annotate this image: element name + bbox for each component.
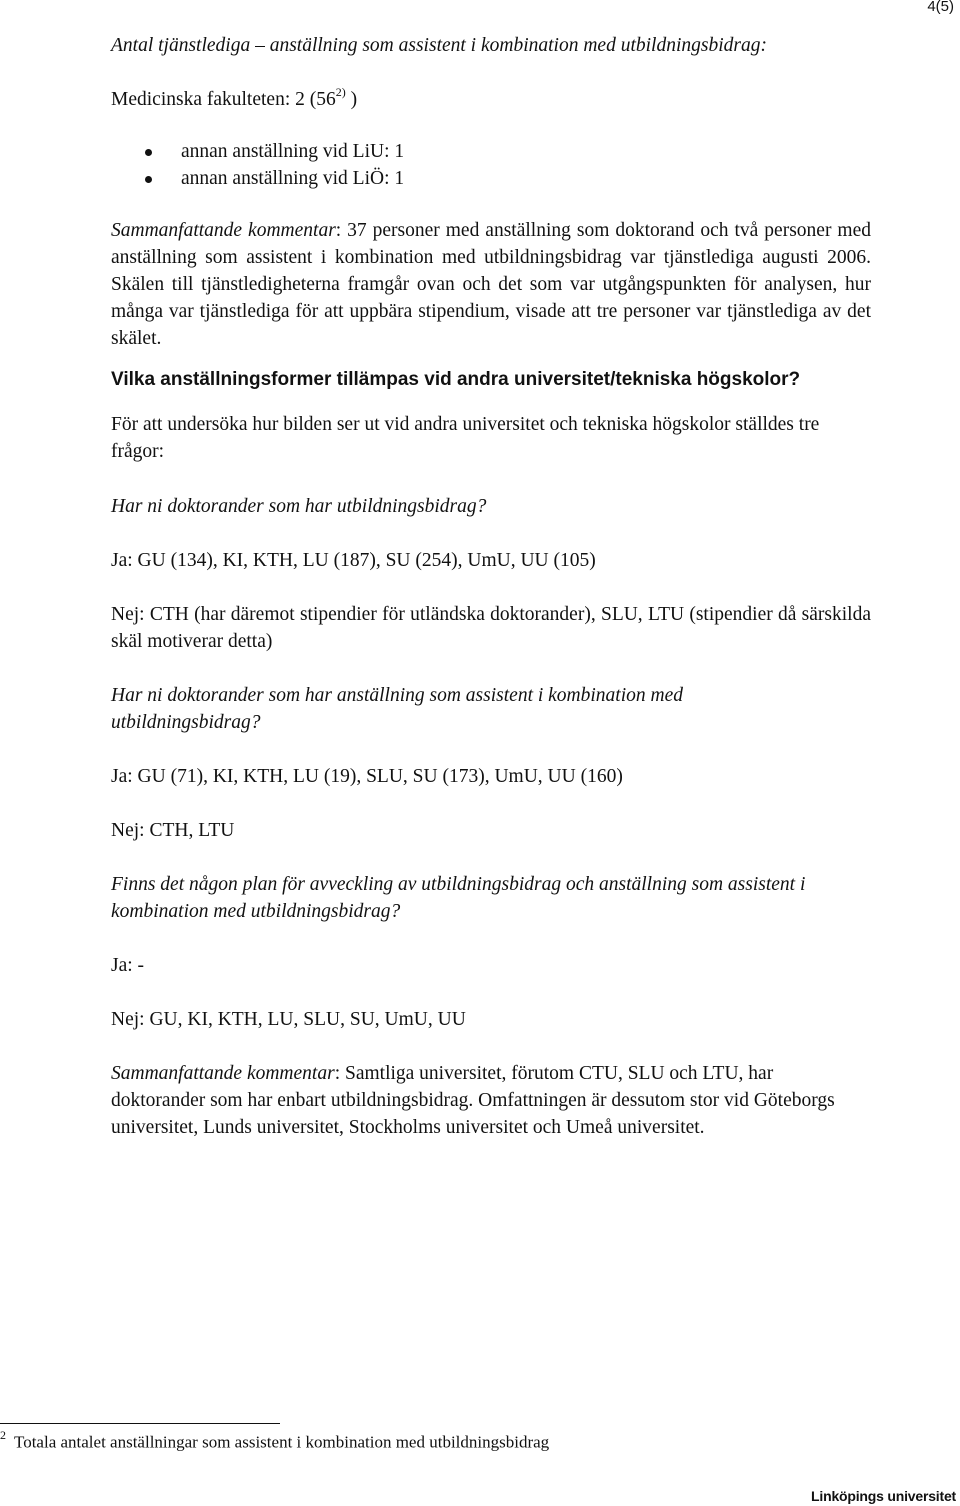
bullet-text: annan anställning vid LiÖ: 1 bbox=[181, 168, 405, 189]
intro-text: För att undersöka hur bilden ser ut vid andra universitet och tekniska högskolor ställdes tre frågor: bbox=[111, 414, 820, 462]
footnote-ref: 2) bbox=[335, 84, 346, 99]
bullet-icon bbox=[145, 149, 152, 156]
comment-label: Sammanfattande kommentar bbox=[111, 1063, 335, 1084]
question-2-no: Nej: CTH, LTU bbox=[111, 820, 235, 841]
summary-comment-1 bbox=[111, 217, 871, 352]
question-1-yes: Ja: GU (134), KI, KTH, LU (187), SU (254), UmU, UU (105) bbox=[111, 550, 596, 571]
section-heading: Vilka anställningsformer tillämpas vid andra universitet/tekniska högskolor? bbox=[111, 369, 801, 390]
faculty-line bbox=[111, 86, 871, 113]
university-logo: Linköpings universitet bbox=[811, 1488, 956, 1504]
faculty-label: Medicinska fakulteten: 2 (56 bbox=[111, 89, 336, 110]
question-2-yes: Ja: GU (71), KI, KTH, LU (19), SLU, SU (173), UmU, UU (160) bbox=[111, 766, 623, 787]
list-item bbox=[111, 165, 871, 192]
footnote bbox=[0, 1430, 549, 1453]
question-2: Har ni doktorander som har anställning som assistent i kombination med utbildningsbidrag? bbox=[111, 685, 684, 733]
question-3-no: Nej: GU, KI, KTH, LU, SLU, SU, UmU, UU bbox=[111, 1009, 466, 1030]
faculty-close: ) bbox=[345, 89, 358, 110]
bullet-icon bbox=[145, 176, 152, 183]
question-1: Har ni doktorander som har utbildningsbidrag? bbox=[111, 496, 487, 517]
comment-text: : Samtliga universitet, förutom CTU, SLU och LTU, har doktorander som har enbart utbildningsbidrag. Omfattningen är dessutom stor vid Göteborgs universitet, Lunds universitet, Stockholms universitet och Umeå universitet. bbox=[111, 1063, 835, 1138]
question-3-yes: Ja: - bbox=[111, 955, 145, 976]
intro-heading: Antal tjänstlediga – anställning som assistent i kombination med utbildningsbidrag: bbox=[111, 35, 767, 56]
question-1-no: Nej: CTH (har däremot stipendier för utländska doktorander), SLU, LTU (stipendier då särskilda skäl motiverar detta) bbox=[111, 604, 871, 652]
page-number: 4(5) bbox=[927, 0, 954, 15]
question-3: Finns det någon plan för avveckling av utbildningsbidrag och anställning som assistent i kombination med utbildningsbidrag? bbox=[111, 874, 806, 922]
list-item bbox=[111, 138, 871, 165]
bullet-list bbox=[111, 138, 871, 192]
footnote-text: Totala antalet anställningar som assistent i kombination med utbildningsbidrag bbox=[14, 1432, 550, 1452]
comment-text: : 37 personer med anställning som doktorand och två personer med anställning som assistent i kombination med utbildningsbidrag var tjänstlediga augusti 2006. Skälen till tjänstledigheterna framgår ovan och det som var utgångspunkten för analysen, hur många var tjänstlediga för att uppbära stipendium, visade att tre personer var tjänstlediga av det skälet. bbox=[111, 220, 871, 349]
document-body bbox=[111, 32, 871, 1141]
bullet-text: annan anställning vid LiU: 1 bbox=[181, 141, 405, 162]
footnote-number: 2 bbox=[0, 1428, 6, 1442]
summary-comment-2 bbox=[111, 1060, 871, 1141]
footnote-divider bbox=[0, 1423, 280, 1424]
comment-label: Sammanfattande kommentar bbox=[111, 220, 336, 241]
